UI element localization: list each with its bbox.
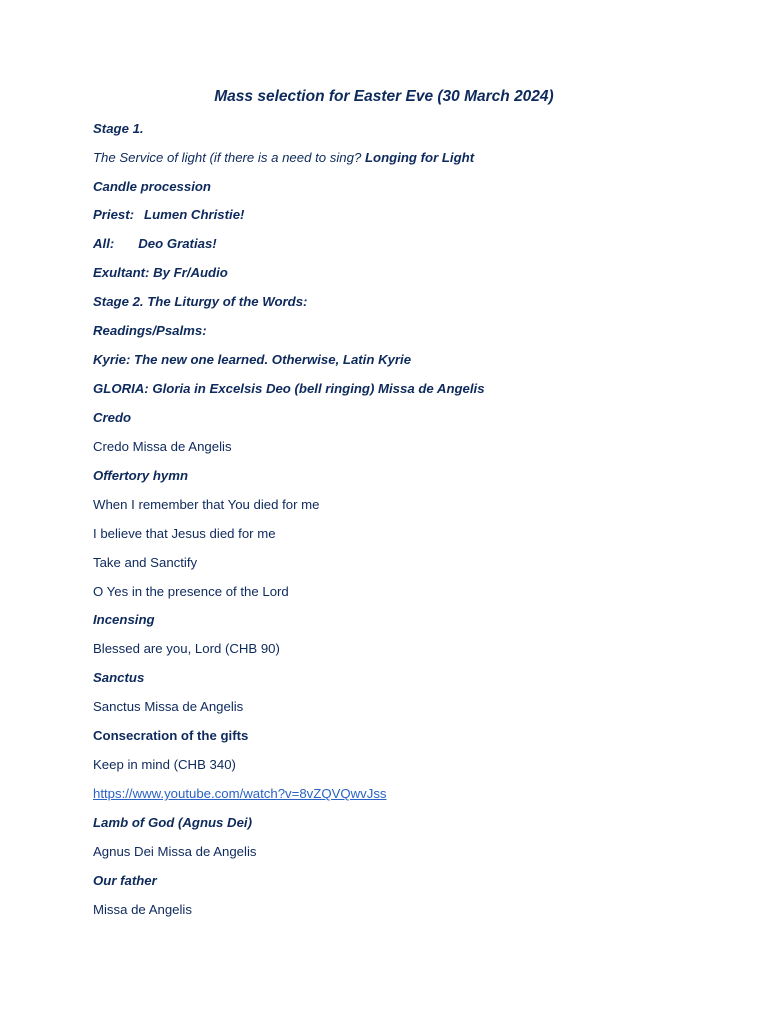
kyrie-line: Kyrie: The new one learned. Otherwise, Latin Kyrie bbox=[93, 352, 412, 367]
sanctus-heading: Sanctus bbox=[93, 670, 145, 685]
our-father-heading: Our father bbox=[93, 873, 157, 888]
service-of-light-line bbox=[93, 149, 474, 167]
exultant-line: Exultant: By Fr/Audio bbox=[93, 265, 228, 280]
all-line bbox=[93, 235, 217, 253]
credo-heading: Credo bbox=[93, 410, 132, 425]
stage-2-heading: Stage 2. The Liturgy of the Words: bbox=[93, 294, 308, 309]
lamb-of-god-heading: Lamb of God (Agnus Dei) bbox=[93, 815, 252, 830]
incensing-text: Blessed are you, Lord (CHB 90) bbox=[93, 641, 280, 656]
youtube-link[interactable]: https://www.youtube.com/watch?v=8vZQVQwvJss bbox=[93, 786, 387, 801]
incensing-heading: Incensing bbox=[93, 612, 155, 627]
all-text: Deo Gratias! bbox=[138, 236, 217, 251]
our-father-text: Missa de Angelis bbox=[93, 902, 192, 917]
all-label: All: bbox=[93, 236, 115, 251]
document-title: Mass selection for Easter Eve (30 March 2024) bbox=[214, 88, 554, 105]
consecration-heading: Consecration of the gifts bbox=[93, 728, 249, 743]
offertory-song-4: O Yes in the presence of the Lord bbox=[93, 584, 289, 599]
candle-procession: Candle procession bbox=[93, 179, 211, 194]
stage-1-heading: Stage 1. bbox=[93, 121, 144, 136]
lamb-of-god-text: Agnus Dei Missa de Angelis bbox=[93, 844, 257, 859]
credo-text: Credo Missa de Angelis bbox=[93, 439, 232, 454]
priest-text: Lumen Christie! bbox=[144, 207, 245, 222]
readings-line: Readings/Psalms: bbox=[93, 323, 207, 338]
offertory-heading: Offertory hymn bbox=[93, 468, 189, 483]
offertory-song-3: Take and Sanctify bbox=[93, 555, 198, 570]
priest-line bbox=[93, 206, 244, 224]
consecration-text: Keep in mind (CHB 340) bbox=[93, 757, 236, 772]
service-of-light-text: The Service of light (if there is a need to sing? bbox=[93, 150, 362, 165]
service-of-light-song: Longing for Light bbox=[364, 150, 475, 165]
offertory-song-1: When I remember that You died for me bbox=[93, 497, 320, 512]
gloria-line: GLORIA: Gloria in Excelsis Deo (bell ringing) Missa de Angelis bbox=[93, 381, 485, 396]
sanctus-text: Sanctus Missa de Angelis bbox=[93, 699, 244, 714]
priest-label: Priest: bbox=[93, 207, 135, 222]
offertory-song-2: I believe that Jesus died for me bbox=[93, 526, 276, 541]
